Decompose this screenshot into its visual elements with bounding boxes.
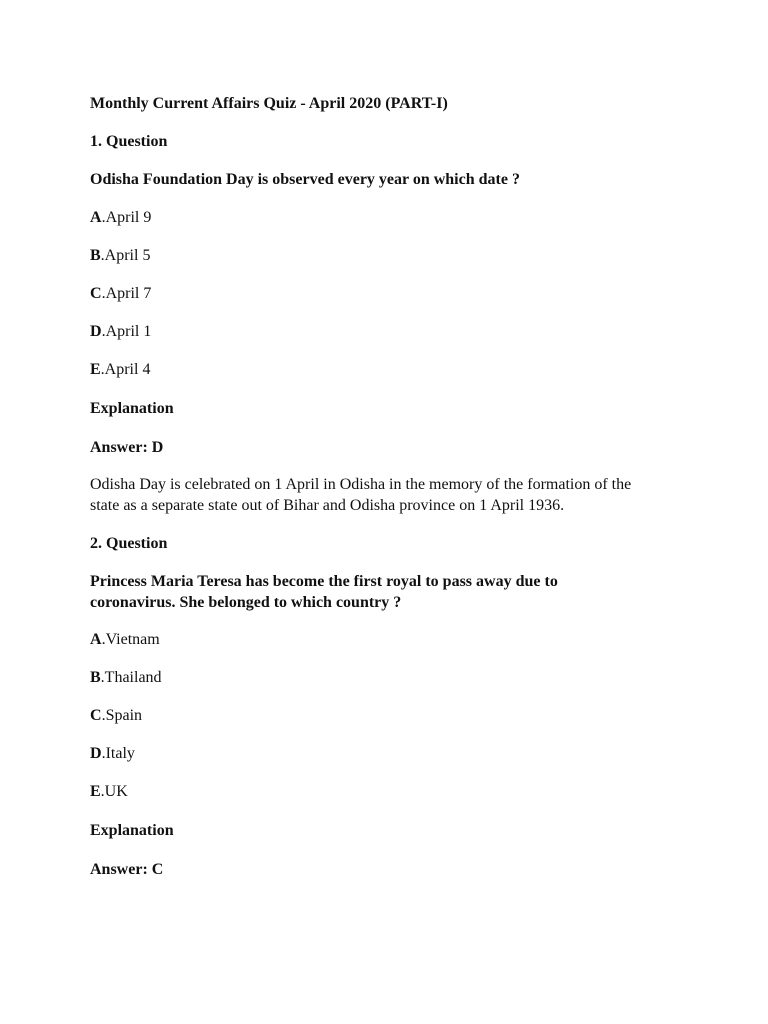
option-letter: C <box>90 707 102 724</box>
question-2-option-d <box>90 743 680 764</box>
question-1-answer: Answer: D <box>90 439 164 456</box>
question-1-option-d <box>90 321 680 342</box>
option-text: .April 4 <box>100 361 151 378</box>
question-1-explanation-line-1: Odisha Day is celebrated on 1 April in Odisha in the memory of the formation of the <box>90 476 632 493</box>
question-2-option-c <box>90 705 680 726</box>
option-letter: D <box>90 323 102 340</box>
question-1-heading: 1. Question <box>90 133 168 150</box>
question-1-explanation-label: Explanation <box>90 400 174 417</box>
question-2-option-b <box>90 667 680 688</box>
option-letter: B <box>90 669 101 686</box>
question-2-option-e <box>90 781 680 802</box>
question-1-option-e <box>90 359 680 380</box>
question-2-answer: Answer: C <box>90 861 164 878</box>
option-text: .Italy <box>101 745 135 762</box>
option-letter: A <box>90 631 102 648</box>
question-1-explanation-line-2: state as a separate state out of Bihar and Odisha province on 1 April 1936. <box>90 497 565 514</box>
option-letter: B <box>90 247 101 264</box>
option-letter: E <box>90 783 101 800</box>
option-text: .April 7 <box>101 285 152 302</box>
option-text: .April 1 <box>101 323 152 340</box>
option-letter: E <box>90 361 101 378</box>
document-title: Monthly Current Affairs Quiz - April 2020 (PART-I) <box>90 95 448 112</box>
option-text: .Thailand <box>100 669 162 686</box>
question-2-heading: 2. Question <box>90 535 168 552</box>
option-text: .Vietnam <box>101 631 160 648</box>
option-text: .UK <box>100 783 128 800</box>
question-2-text-line-2: coronavirus. She belonged to which country ? <box>90 594 402 611</box>
option-letter: A <box>90 209 102 226</box>
option-text: .Spain <box>101 707 143 724</box>
question-1-option-b <box>90 245 680 266</box>
question-2-option-a <box>90 629 680 650</box>
option-text: .April 5 <box>100 247 151 264</box>
question-1-text: Odisha Foundation Day is observed every year on which date ? <box>90 171 520 188</box>
question-2-text-line-1: Princess Maria Teresa has become the first royal to pass away due to <box>90 573 558 590</box>
question-1-option-c <box>90 283 680 304</box>
question-2-explanation-label: Explanation <box>90 822 174 839</box>
option-text: .April 9 <box>101 209 152 226</box>
option-letter: C <box>90 285 102 302</box>
question-1-option-a <box>90 207 680 228</box>
option-letter: D <box>90 745 102 762</box>
